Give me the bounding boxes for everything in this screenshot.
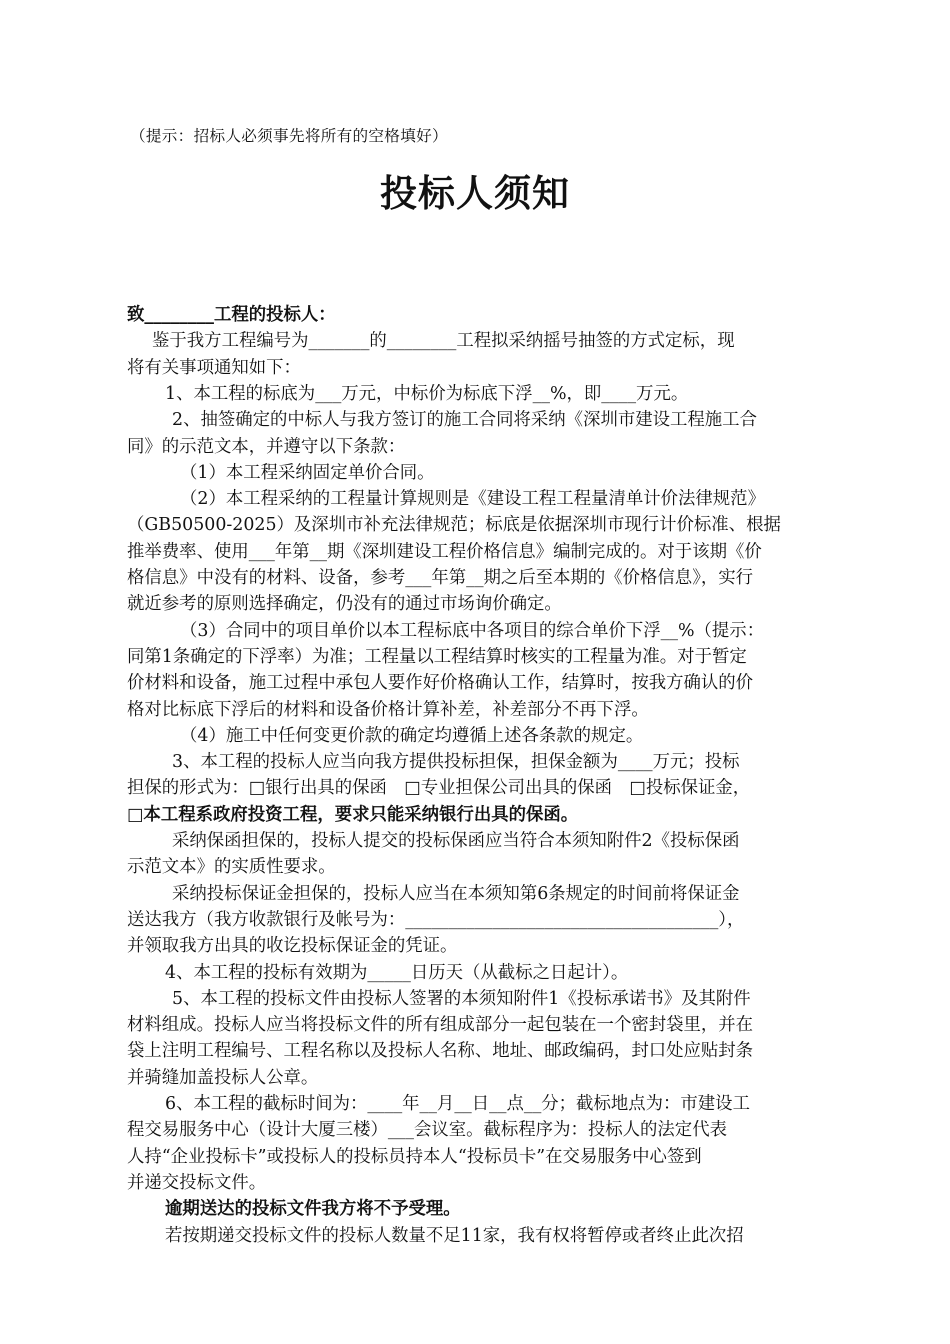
body-line: 程交易服务中心（设计大厦三楼）___会议室。截标程序为：投标人的法定代表: [127, 1120, 727, 1141]
body-line: 6、本工程的截标时间为：____年__月__日__点__分；截标地点为：市建设工: [165, 1094, 750, 1114]
body-line: （1）本工程采纳固定单价合同。: [180, 462, 435, 483]
body-line: 将有关事项通知如下：: [127, 357, 301, 378]
body-line: 格信息》中没有的材料、设备，参考___年第__期之后至本期的《价格信息》，实行: [127, 568, 754, 588]
body-line: 致________工程的投标人：: [127, 305, 336, 325]
body-line: 并递交投标文件。: [127, 1172, 267, 1193]
body-line: □本工程系政府投资工程，要求只能采纳银行出具的保函。: [127, 804, 579, 825]
body-line: 推举费率、使用___年第__期《深圳建设工程价格信息》编制完成的。对于该期《价: [127, 541, 762, 562]
body-line: 采纳保函担保的，投标人提交的投标保函应当符合本须知附件2《投标保函: [172, 831, 740, 851]
body-line: （4）施工中任何变更价款的确定均遵循上述各条款的规定。: [180, 725, 644, 746]
body-line: 1、本工程的标底为___万元，中标价为标底下浮__%，即____万元。: [165, 383, 689, 404]
document-title: 投标人须知: [380, 172, 570, 215]
body-line: 送达我方（我方收款银行及帐号为：____________________________________），: [127, 909, 745, 930]
body-line: 担保的形式为：□银行出具的保函 □专业担保公司出具的保函 □投标保证金，: [127, 778, 751, 799]
body-line: 格对比标底下浮后的材料和设备价格计算补差，补差部分不再下浮。: [127, 699, 649, 720]
body-line: 人持“企业投标卡”或投标人的投标员持本人“投标员卡”在交易服务中心签到: [127, 1146, 702, 1167]
body-line: 3、本工程的投标人应当向我方提供投标担保，担保金额为____万元；投标: [172, 752, 740, 773]
body-line: 5、本工程的投标文件由投标人签署的本须知附件1《投标承诺书》及其附件: [172, 988, 751, 1009]
body-line: 材料组成。投标人应当将投标文件的所有组成部分一起包装在一个密封袋里，并在: [127, 1015, 754, 1036]
body-line: （3）合同中的项目单价以本工程标底中各项目的综合单价下浮__%（提示：: [180, 620, 765, 641]
body-line: （2）本工程采纳的工程量计算规则是《建设工程工程量清单计价法律规范》: [180, 489, 765, 510]
body-line: 2、抽签确定的中标人与我方签订的施工合同将采纳《深圳市建设工程施工合: [172, 410, 757, 431]
body-line: 4、本工程的投标有效期为_____日历天（从截标之日起计）。: [165, 962, 629, 983]
fill-in-hint: （提示：招标人必须事先将所有的空格填好）: [130, 127, 448, 145]
body-line: 示范文本》的实质性要求。: [127, 857, 336, 878]
body-line: 同第1条确定的下浮率）为准；工程量以工程结算时核实的工程量为准。对于暂定: [127, 646, 747, 667]
body-line: 并骑缝加盖投标人公章。: [127, 1067, 319, 1088]
body-line: 鉴于我方工程编号为_______的________工程拟采纳摇号抽签的方式定标，现: [152, 331, 735, 352]
body-line: 采纳投标保证金担保的，投标人应当在本须知第6条规定的时间前将保证金: [172, 883, 740, 904]
body-line: 袋上注明工程编号、工程名称以及投标人名称、地址、邮政编码，封口处应贴封条: [127, 1041, 754, 1062]
body-line: 就近参考的原则选择确定，仍没有的通过市场询价确定。: [127, 594, 562, 615]
body-line: 并领取我方出具的收讫投标保证金的凭证。: [127, 936, 458, 957]
body-line: 同》的示范文本，并遵守以下条款：: [127, 436, 406, 457]
body-line: 价材料和设备，施工过程中承包人要作好价格确认工作，结算时，按我方确认的价: [127, 673, 754, 694]
body-line: （GB50500-2025）及深圳市补充法律规范；标底是依据深圳市现行计价标准、根据: [127, 515, 781, 536]
body-line: 若按期递交投标文件的投标人数量不足11家，我有权将暂停或者终止此次招: [165, 1225, 744, 1246]
body-line: 逾期送达的投标文件我方将不予受理。: [165, 1199, 461, 1220]
